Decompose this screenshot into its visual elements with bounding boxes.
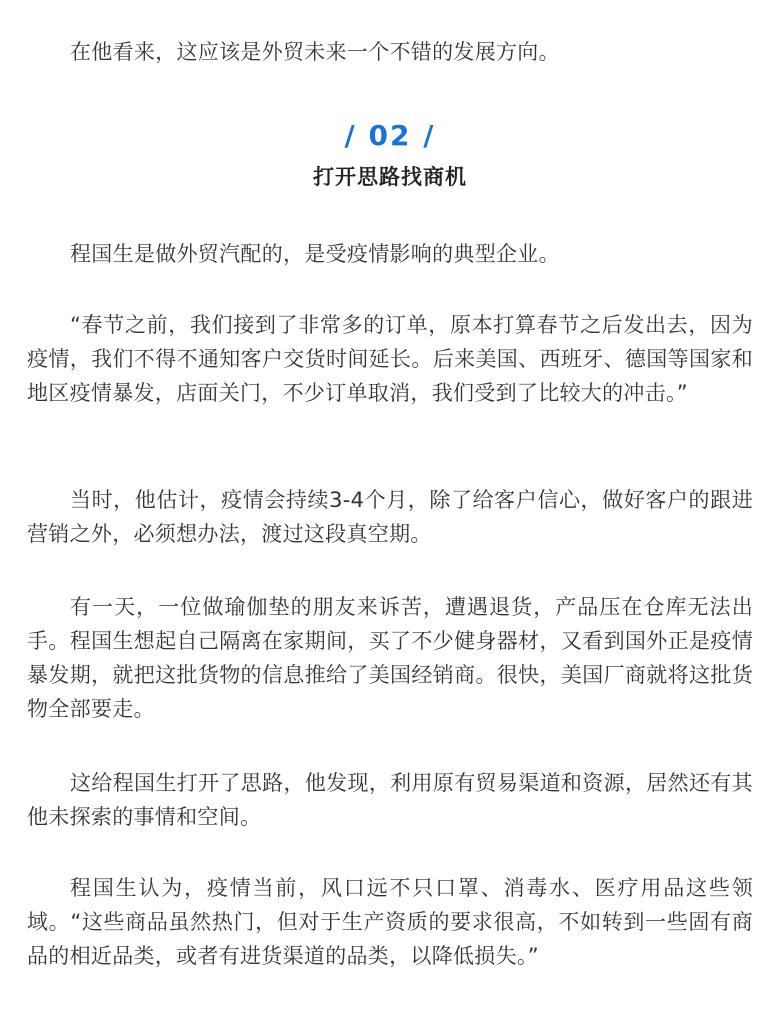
paragraph: 程国生是做外贸汽配的，是受疫情影响的典型企业。 xyxy=(70,242,560,266)
section-header xyxy=(27,116,753,192)
paragraph: 当时，他估计，疫情会持续3-4个月，除了给客户信心，做好客户的跟进营销之外，必须想办法，渡过这段真空期。 xyxy=(27,488,753,546)
paragraph: 程国生认为，疫情当前，风口远不只口罩、消毒水、医疗用品这些领域。“这些商品虽然热门，但对于生产资质的要求很高，不如转到一些固有商品的相近品类，或者有进货渠道的品类，以降低损失。” xyxy=(27,876,753,968)
paragraph: 这给程国生打开了思路，他发现，利用原有贸易渠道和资源，居然还有其他未探索的事情和空间。 xyxy=(27,771,753,829)
paragraph: 有一天，一位做瑜伽垫的朋友来诉苦，遭遇退货，产品压在仓库无法出手。程国生想起自己隔离在家期间，买了不少健身器材，又看到国外正是疫情暴发期，就把这批货物的信息推给了美国经销商。很快，美国厂商就将这批货物全部要走。 xyxy=(27,595,753,721)
intro-paragraph: 在他看来，这应该是外贸未来一个不错的发展方向。 xyxy=(70,40,560,64)
section-title: 打开思路找商机 xyxy=(313,165,467,189)
section-number: / 02 / xyxy=(344,119,436,152)
paragraph: “春节之前，我们接到了非常多的订单，原本打算春节之后发出去，因为疫情，我们不得不通知客户交货时间延长。后来美国、西班牙、德国等国家和地区疫情暴发，店面关门，不少订单取消，我们受到了比较大的冲击。” xyxy=(27,313,753,405)
